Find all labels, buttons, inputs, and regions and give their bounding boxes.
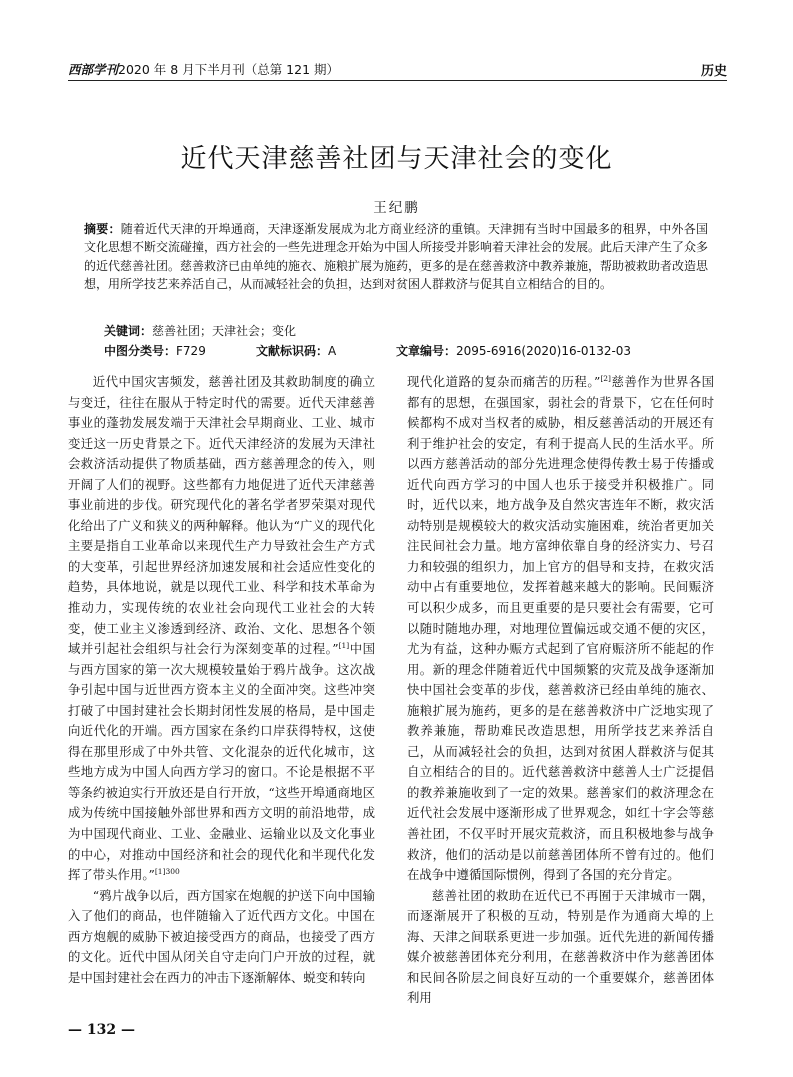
paragraph-text: 慈善社团的救助在近代已不再囿于天津城市一隅，而逐渐展开了积极的互动，特别是作为通商大埠的上海、天津之间联系更进一步加强。近代先进的新闻传播媒介被慈善团体充分利用，在慈善救济中作为慈善团体和民间各阶层之间良好互动的一个重要媒介，慈善团体利用 bbox=[407, 887, 714, 1006]
article-author: 王纪鹏 bbox=[373, 200, 420, 216]
journal-name: 西部学刊 bbox=[68, 62, 119, 77]
abstract-text: 随着近代天津的开埠通商，天津逐渐发展成为北方商业经济的重镇。天津拥有当时中国最多的租界，中外各国文化思想不断交流碰撞，西方社会的一些先进理念开始为中国人所接受并影响着天津社会的发展。此后天津产生了众多的近代慈善社团。慈善救济已由单纯的施衣、施粮扩展为施药，更多的是在慈善救济中教养兼施，帮助被救助者改造思想，用所学技艺来养活自己，从而减轻社会的负担，达到对贫困人群救济与促其自立相结合的目的。 bbox=[84, 222, 709, 292]
page-number: — 132 — bbox=[68, 1022, 135, 1038]
article-number bbox=[396, 342, 631, 359]
header-journal-info bbox=[68, 60, 339, 78]
article-title: 近代天津慈善社团与天津社会的变化 bbox=[180, 144, 613, 174]
paragraph-text: 慈善作为世界各国都有的思想，在强国家，弱社会的背景下，它在任何时候都构不成对当权者的威胁，相反慈善活动的开展还有利于维护社会的安定，有利于提高人民的生活水平。所以西方慈善活动的部分先进理念使得传教士易于传播或近代向西方学习的中国人也乐于接受并积极推广。同时，近代以来，地方战争及自然灾害连年不断，救灾活动特别是规模较大的救灾活动实施困难，统治者更加关注民间社会力量。地方富绅依靠自身的经济实力、号召力和较强的组织力，加上官方的倡导和支持，在救灾活动中占有重要地位，发挥着越来越大的影响。民间赈济可以积少成多，而且更重要的是只要社会有需要，它可以随时随地办理，对地理位置偏远或交通不便的灾区，尤为有益，这种办赈方式起到了官府赈济所不能起的作用。新的理念伴随着近代中国频繁的灾荒及战争逐渐加快中国社会变革的步伐，慈善救济已经由单纯的施衣、施粮扩展为施药，更多的是在慈善救济中广泛地实现了教养兼施，帮助难民改造思想，用所学技艺来养活自己，从而减轻社会的负担，达到对贫困人群救济与促其自立相结合的目的。近代慈善救济中慈善人士广泛提倡的教养兼施收到了一定的效果。慈善家们的救济理念在近代社会发展中逐渐形成了世界观念，如红十字会等慈善社团，不仅平时开展灾荒救济，而且积极地参与战争救济，他们的活动是以前慈善团体所不曾有过的。他们在战争中遵循国际惯例，得到了各国的充分肯定。 bbox=[407, 374, 715, 883]
citation-ref: [2] bbox=[600, 373, 611, 383]
citation-ref: [1]300 bbox=[154, 867, 180, 876]
clc-value: F729 bbox=[176, 344, 206, 358]
keywords-label: 关键词： bbox=[104, 324, 153, 338]
article-number-value: 2095-6916(2020)16-0132-03 bbox=[456, 344, 632, 358]
paragraph-text: 中国与西方国家的第一次大规模较量始于鸦片战争。这次战争引起中国与近世西方资本主义的全面冲突。这些冲突打破了中国封建社会长期封闭性发展的格局，是中国走向近代化的开端。西方国家在条约口岸获得特权，这使得在那里形成了中外共管、文化混杂的近代化城市，这些地方成为中国人向西方学习的窗口。不论是根据不平等条约被迫实行开放还是自行开放，“这些开埠通商地区成为传统中国接触外部世界和西方文明的前沿地带，成为中国现代商业、工业、金融业、运输业以及文化事业的中心，对推动中国经济和社会的现代化和半现代化发挥了带头作用。” bbox=[68, 641, 375, 883]
abstract-label: 摘要： bbox=[84, 222, 121, 236]
body-column-left bbox=[68, 372, 375, 988]
citation-ref: [1] bbox=[338, 640, 350, 650]
paragraph-text: 近代中国灾害频发，慈善社团及其救助制度的确立与变迁，往往在服从于特定时代的需要。近代天津慈善事业的蓬勃发展发端于天津社会早期商业、工业、城市变迁这一历史背景之下。近代天津经济的发展为天津社会救济活动提供了物质基础，西方慈善理念的传入，则开阔了人们的视野。这些都有力地促进了近代天津慈善事业前进的步伐。研究现代化的著名学者罗荣渠对现代化给出了广义和狭义的两种解释。他认为“广义的现代化主要是指自工业革命以来现代生产力导致社会生产方式的大变革，引起世界经济加速发展和社会适应性变化的趋势，具体地说，就是以现代工业、科学和技术革命为推动力，实现传统的农业社会向现代工业社会的大转变，使工业主义渗透到经济、政治、文化、思想各个领域并引起社会组织与社会行为深刻变革的过程。” bbox=[68, 374, 375, 657]
running-header bbox=[68, 60, 727, 81]
body-column-right bbox=[407, 372, 714, 1009]
section-label: 历史 bbox=[700, 64, 727, 79]
clc-number bbox=[104, 342, 206, 359]
paragraph-text: 现代化道路的复杂而痛苦的历程。” bbox=[407, 374, 601, 389]
article-number-label: 文章编号： bbox=[396, 344, 457, 358]
body-paragraph bbox=[68, 372, 375, 886]
doc-code-label: 文献标识码： bbox=[256, 344, 329, 358]
doc-code-value: A bbox=[328, 344, 337, 358]
body-paragraph bbox=[407, 372, 714, 886]
paragraph-text: “鸦片战争以后，西方国家在炮舰的护送下向中国输入了他们的商品，也伴随输入了近代西方文化。中国在西方炮舰的威胁下被迫接受西方的商品，也接受了西方的文化。近代中国从闭关自守走向门户开放的过程，就是中国封建社会在西力的冲击下逐渐解体、蜕变和转向 bbox=[68, 887, 375, 985]
abstract bbox=[84, 220, 708, 294]
body-paragraph bbox=[68, 886, 375, 989]
keywords-text: 慈善社团；天津社会；变化 bbox=[152, 324, 297, 338]
document-code bbox=[256, 342, 336, 359]
issue-info: 2020 年 8 月下半月刊（总第 121 期） bbox=[118, 62, 340, 77]
clc-label: 中图分类号： bbox=[104, 344, 177, 358]
keywords bbox=[104, 322, 296, 339]
body-paragraph bbox=[407, 886, 714, 1009]
